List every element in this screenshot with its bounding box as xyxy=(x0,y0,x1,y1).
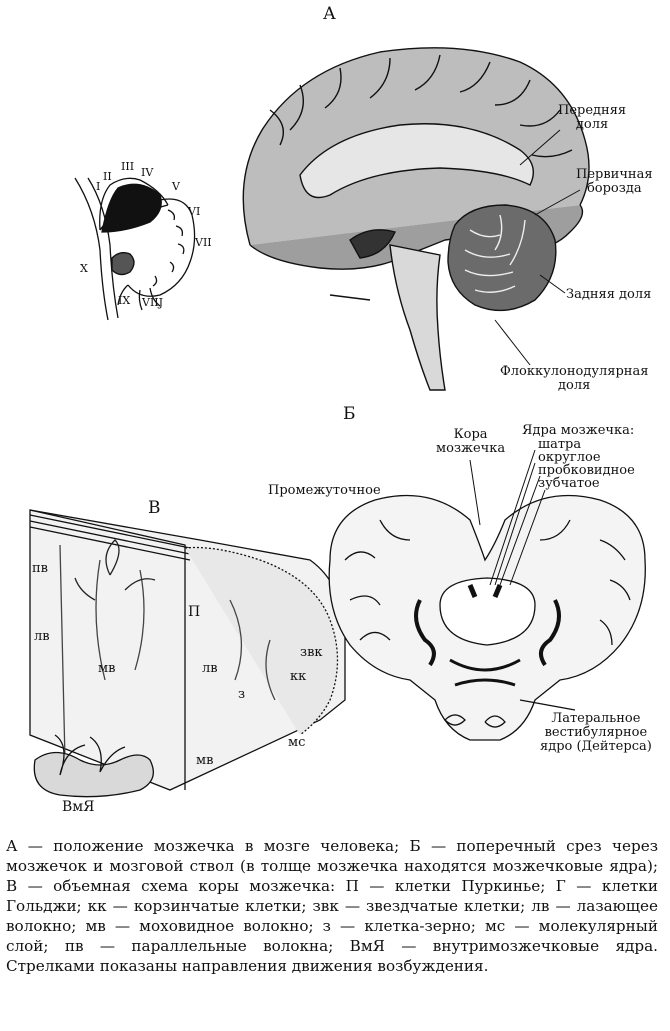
label-kk: кк xyxy=(290,669,307,684)
label-lv-left: лв xyxy=(34,629,50,644)
panel-b-letter: Б xyxy=(343,404,356,424)
label-mv-bottom: мв xyxy=(196,753,214,768)
brain-sagittal-section xyxy=(243,48,589,390)
lobule-label-3: III xyxy=(121,160,135,173)
label-nucleus-dentate: зубчатое xyxy=(538,476,600,491)
label-intermediate: Промежуточное xyxy=(268,483,381,498)
label-deiters-nucleus: Латеральное вестибулярное ядро (Дейтерса) xyxy=(540,711,652,754)
lobule-label-7: VII xyxy=(195,236,212,249)
transverse-section xyxy=(329,496,645,741)
label-primary-fissure: Первичная борозда xyxy=(576,167,653,196)
lobule-label-2: II xyxy=(103,170,112,183)
lobule-label-10: X xyxy=(80,262,88,275)
label-mv-center: мв xyxy=(98,661,116,676)
label-nucleus-fastigial: шатра xyxy=(538,437,582,452)
label-flocculonodular-lobe: Флоккулонодулярная доля xyxy=(500,364,649,393)
panel-v-letter: В xyxy=(148,498,161,518)
label-vmya: ВмЯ xyxy=(62,799,95,815)
label-ms: мс xyxy=(288,735,306,750)
lobule-schematic xyxy=(75,178,195,320)
cortex-block-schematic xyxy=(30,510,345,797)
label-nuclei-title: Ядра мозжечка: xyxy=(522,423,635,438)
label-lv-right: лв xyxy=(202,661,218,676)
lobule-label-8: VIIJ xyxy=(142,296,164,309)
label-nucleus-globose: округлое xyxy=(538,450,601,465)
panel-a-letter: А xyxy=(323,4,336,24)
label-z: з xyxy=(238,687,246,702)
lobule-label-9: IX xyxy=(118,294,131,307)
label-zvk: звк xyxy=(300,645,323,660)
label-anterior-lobe: Передняя доля xyxy=(558,103,627,132)
lobule-label-6: VI xyxy=(188,205,201,218)
lobule-label-5: V xyxy=(172,180,180,193)
label-posterior-lobe: Задняя доля xyxy=(566,287,652,302)
lobule-label-4: IV xyxy=(141,166,154,179)
figure-caption: А — положение мозжечка в мозге человека; Б — поперечный срез через мозжечок и мозговой ствол (в толще мозжечка находятся мозжечковые ядра); В — объемная схема коры мозжечка: П — клетки Пуркинье; Г — клетки Гольджи; кк — корзинчатые клетки; звк — звездчатые клетки; лв — лазающее волокно; мв — моховидное волокно; з — клетка-зерно; мс — молекулярный слой; пв — параллельные волокна; ВмЯ — внутримозжечковые ядра. Стрелками показаны направления движения возбуждения. xyxy=(6,837,658,975)
label-pv: пв xyxy=(32,561,48,576)
label-purkinje-p: П xyxy=(188,604,201,620)
label-nucleus-emboliform: пробковидное xyxy=(538,463,635,478)
label-cerebellar-cortex: Кора мозжечка xyxy=(436,427,506,456)
lobule-label-1: I xyxy=(96,180,101,193)
